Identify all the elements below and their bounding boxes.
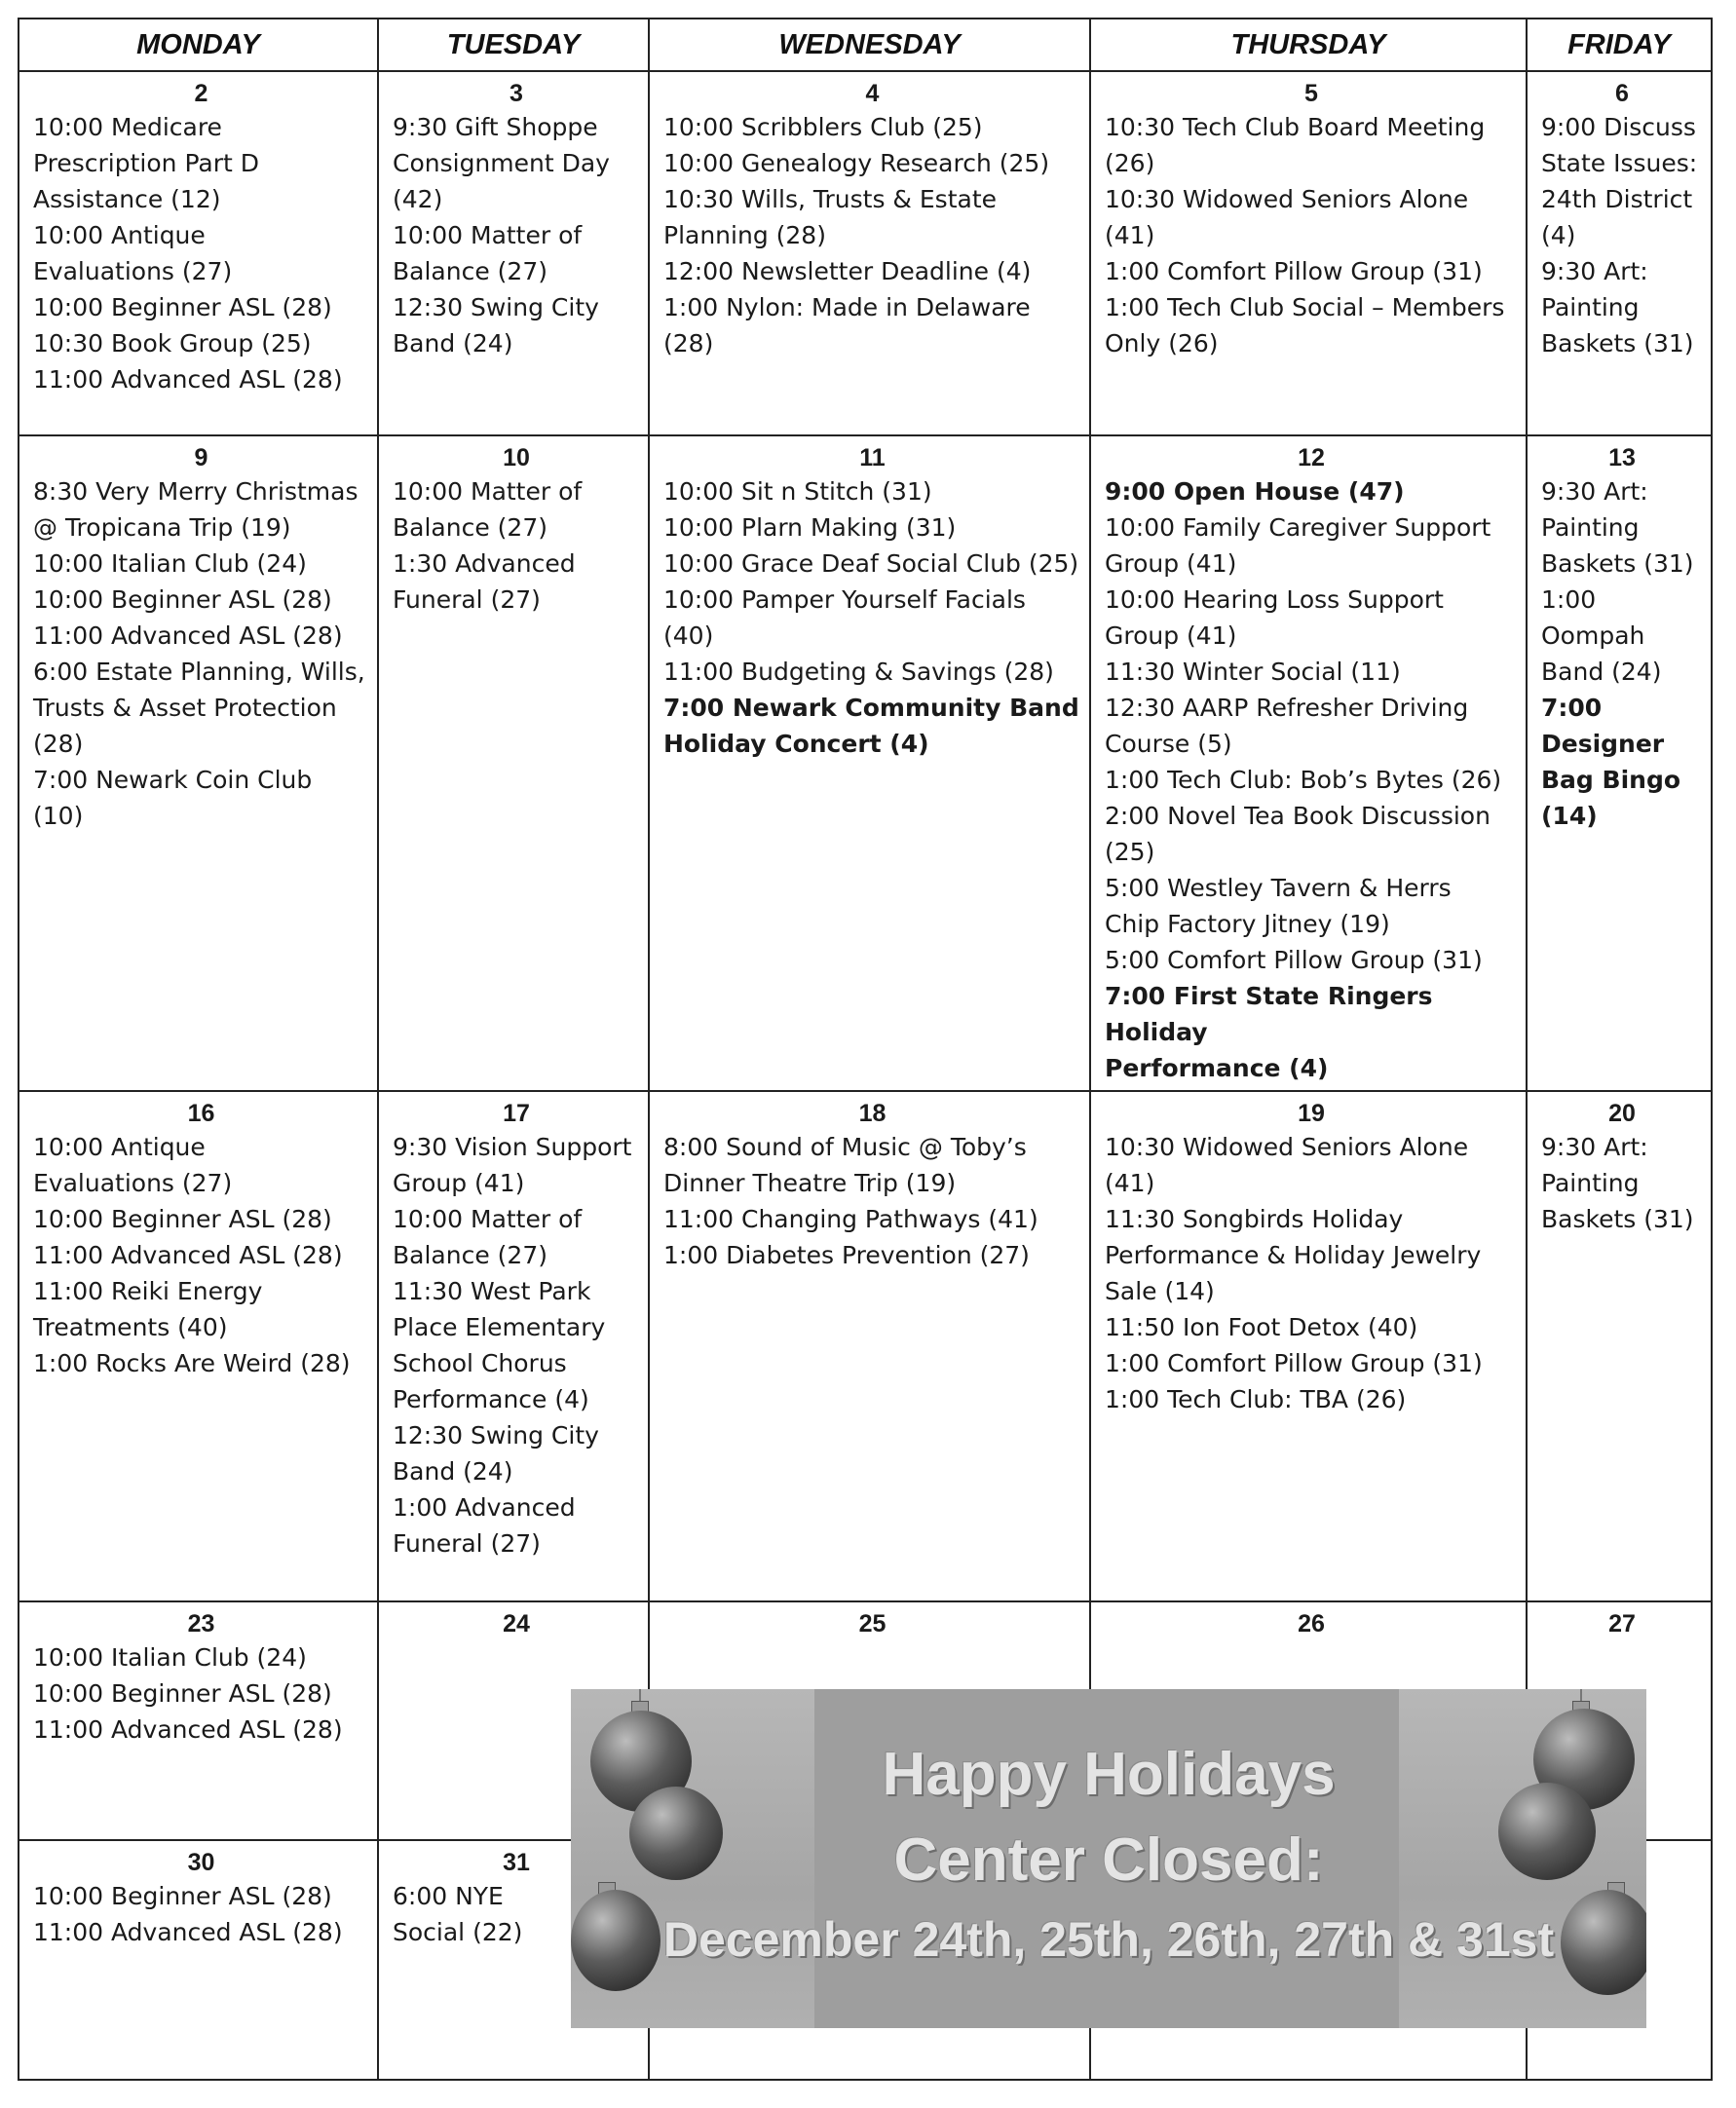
day-cell	[378, 71, 649, 435]
event-item: 9:30 Vision Support Group (41)	[393, 1133, 632, 1197]
day-number: 6	[1615, 80, 1629, 107]
day-number: 30	[187, 1849, 215, 1876]
event-item: 1:00 Comfort Pillow Group (31)	[1105, 257, 1483, 285]
event-item: 9:30 Gift Shoppe Consignment Day (42)	[393, 113, 610, 213]
event-item: 6:00 NYE Social (22)	[393, 1882, 523, 1946]
event-item: 11:00 Advanced ASL (28)	[33, 365, 343, 394]
event-item: 10:00 Italian Club (24)	[33, 549, 307, 578]
event-item: 1:00 Comfort Pillow Group (31)	[1105, 1349, 1483, 1377]
event-item: 7:00 Newark Coin Club (10)	[33, 766, 313, 830]
event-item: 10:00 Beginner ASL (28)	[33, 1882, 332, 1910]
weekday-header-row	[19, 19, 1712, 71]
event-item: 1:00 Rocks Are Weird (28)	[33, 1349, 351, 1377]
event-item: 10:00 Beginner ASL (28)	[33, 1205, 332, 1233]
day-number: 23	[187, 1610, 215, 1637]
event-item: 1:00 Advanced Funeral (27)	[393, 1493, 576, 1558]
day-cell	[1090, 71, 1527, 435]
event-item: 10:00 Italian Club (24)	[33, 1643, 307, 1672]
event-item: 10:00 Antique Evaluations (27)	[33, 221, 233, 285]
event-item: 10:30 Widowed Seniors Alone (41)	[1105, 1133, 1469, 1197]
day-number: 25	[858, 1610, 887, 1637]
event-item: 10:00 Genealogy Research (25)	[663, 149, 1050, 177]
event-item: 12:00 Newsletter Deadline (4)	[663, 257, 1032, 285]
day-cell	[649, 435, 1090, 1091]
day-number: 27	[1608, 1610, 1636, 1637]
day-cell	[19, 435, 378, 1091]
event-item: 10:00 Beginner ASL (28)	[33, 585, 332, 614]
event-item: 9:30 Art: Painting Baskets (31)	[1541, 257, 1694, 358]
day-number: 10	[503, 444, 530, 471]
day-cell	[19, 71, 378, 435]
event-item: 5:00 Westley Tavern & Herrs Chip Factory Jitney (19)	[1105, 874, 1452, 938]
day-number: 17	[503, 1100, 530, 1127]
banner-closed-dates: December 24th, 25th, 26th, 27th & 31st	[662, 1912, 1555, 1967]
day-cell	[649, 71, 1090, 435]
event-item: 1:00 Tech Club Social – Members Only (26)	[1105, 293, 1505, 358]
event-item: 1:00 Diabetes Prevention (27)	[663, 1241, 1030, 1269]
day-number: 16	[187, 1100, 215, 1127]
event-item: 10:00 Medicare Prescription Part D Assistance (12)	[33, 113, 259, 213]
day-number: 20	[1608, 1100, 1636, 1127]
event-item: 7:00 First State Ringers Holiday Performance (4)	[1105, 982, 1433, 1082]
day-number: 11	[859, 444, 886, 471]
event-item: 10:00 Beginner ASL (28)	[33, 1679, 332, 1708]
event-item: 11:30 Songbirds Holiday Performance & Holiday Jewelry Sale (14)	[1105, 1205, 1482, 1305]
header-monday: MONDAY	[19, 19, 378, 71]
event-item: 11:00 Advanced ASL (28)	[33, 1918, 343, 1946]
event-item: 12:30 Swing City Band (24)	[393, 293, 599, 358]
calendar	[18, 18, 1711, 2081]
week-row	[19, 71, 1712, 435]
event-item: 12:30 AARP Refresher Driving Course (5)	[1105, 694, 1469, 758]
day-number: 4	[865, 80, 880, 107]
event-item: 11:00 Budgeting & Savings (28)	[663, 658, 1054, 686]
header-friday: FRIDAY	[1527, 19, 1712, 71]
header-tuesday: TUESDAY	[378, 19, 649, 71]
event-item: 1:00 Tech Club: Bob’s Bytes (26)	[1105, 766, 1502, 794]
day-cell	[1527, 1091, 1712, 1601]
event-item: 11:30 Winter Social (11)	[1105, 658, 1401, 686]
event-item: 8:00 Sound of Music @ Toby’s Dinner Theatre Trip (19)	[663, 1133, 1027, 1197]
day-number: 24	[503, 1610, 530, 1637]
holiday-closure-banner	[571, 1689, 1646, 2028]
event-item: 8:30 Very Merry Christmas @ Tropicana Trip (19)	[33, 477, 359, 542]
event-item: 10:00 Antique Evaluations (27)	[33, 1133, 233, 1197]
day-number: 18	[858, 1100, 887, 1127]
day-number: 9	[194, 444, 208, 471]
day-cell	[1090, 1091, 1527, 1601]
event-item: 1:30 Advanced Funeral (27)	[393, 549, 576, 614]
event-item: 10:00 Sit n Stitch (31)	[663, 477, 932, 506]
event-item: 7:00 Designer Bag Bingo (14)	[1541, 694, 1681, 830]
day-cell	[19, 1840, 378, 2080]
event-item: 10:00 Pamper Yourself Facials (40)	[663, 585, 1026, 650]
event-item: 6:00 Estate Planning, Wills, Trusts & Asset Protection (28)	[33, 658, 365, 758]
event-item: 1:00 Nylon: Made in Delaware (28)	[663, 293, 1031, 358]
day-number: 12	[1298, 444, 1325, 471]
day-number: 26	[1298, 1610, 1325, 1637]
event-item: 1:00 Oompah Band (24)	[1541, 585, 1662, 686]
day-number: 5	[1304, 80, 1318, 107]
event-item: 10:30 Tech Club Board Meeting (26)	[1105, 113, 1486, 177]
event-item: 1:00 Tech Club: TBA (26)	[1105, 1385, 1407, 1413]
event-item: 10:00 Grace Deaf Social Club (25)	[663, 549, 1079, 578]
week-row	[19, 435, 1712, 1091]
event-item: 11:30 West Park Place Elementary School Chorus Performance (4)	[393, 1277, 606, 1413]
event-item: 9:30 Art: Painting Baskets (31)	[1541, 477, 1694, 578]
event-item: 10:00 Matter of Balance (27)	[393, 221, 583, 285]
event-item: 12:30 Swing City Band (24)	[393, 1421, 599, 1486]
day-number: 2	[194, 80, 208, 107]
banner-greeting: Happy Holidays	[882, 1741, 1336, 1808]
event-item: 11:00 Advanced ASL (28)	[33, 1715, 343, 1744]
event-item: 10:00 Plarn Making (31)	[663, 513, 957, 542]
event-item: 9:00 Open House (47)	[1105, 477, 1405, 506]
day-number: 3	[509, 80, 523, 107]
event-item: 10:00 Family Caregiver Support Group (41)	[1105, 513, 1491, 578]
event-item: 11:50 Ion Foot Detox (40)	[1105, 1313, 1418, 1341]
event-item: 10:00 Scribblers Club (25)	[663, 113, 983, 141]
event-item: 11:00 Advanced ASL (28)	[33, 621, 343, 650]
header-thursday: THURSDAY	[1090, 19, 1527, 71]
event-item: 11:00 Changing Pathways (41)	[663, 1205, 1038, 1233]
day-number: 31	[503, 1849, 530, 1876]
day-number: 19	[1298, 1100, 1325, 1127]
event-item: 10:00 Matter of Balance (27)	[393, 1205, 583, 1269]
day-cell	[649, 1091, 1090, 1601]
event-item: 10:00 Hearing Loss Support Group (41)	[1105, 585, 1444, 650]
event-item: 7:00 Newark Community Band Holiday Concert (4)	[663, 694, 1079, 758]
event-item: 5:00 Comfort Pillow Group (31)	[1105, 946, 1483, 974]
day-number: 13	[1608, 444, 1636, 471]
event-item: 10:30 Wills, Trusts & Estate Planning (28)	[663, 185, 998, 249]
event-item: 10:30 Book Group (25)	[33, 329, 312, 358]
day-cell	[19, 1091, 378, 1601]
day-cell	[1527, 71, 1712, 435]
day-cell	[378, 435, 649, 1091]
event-item: 11:00 Reiki Energy Treatments (40)	[33, 1277, 263, 1341]
week-row	[19, 1091, 1712, 1601]
event-item: 10:00 Beginner ASL (28)	[33, 293, 332, 321]
day-cell	[1090, 435, 1527, 1091]
event-item: 10:30 Widowed Seniors Alone (41)	[1105, 185, 1469, 249]
event-item: 2:00 Novel Tea Book Discussion (25)	[1105, 802, 1491, 866]
day-cell	[378, 1091, 649, 1601]
event-item: 10:00 Matter of Balance (27)	[393, 477, 583, 542]
day-cell	[19, 1601, 378, 1840]
event-item: 9:30 Art: Painting Baskets (31)	[1541, 1133, 1694, 1233]
event-item: 9:00 Discuss State Issues: 24th District (4)	[1541, 113, 1698, 249]
header-wednesday: WEDNESDAY	[649, 19, 1090, 71]
banner-closed-heading: Center Closed:	[893, 1826, 1324, 1894]
event-item: 11:00 Advanced ASL (28)	[33, 1241, 343, 1269]
day-cell	[1527, 435, 1712, 1091]
